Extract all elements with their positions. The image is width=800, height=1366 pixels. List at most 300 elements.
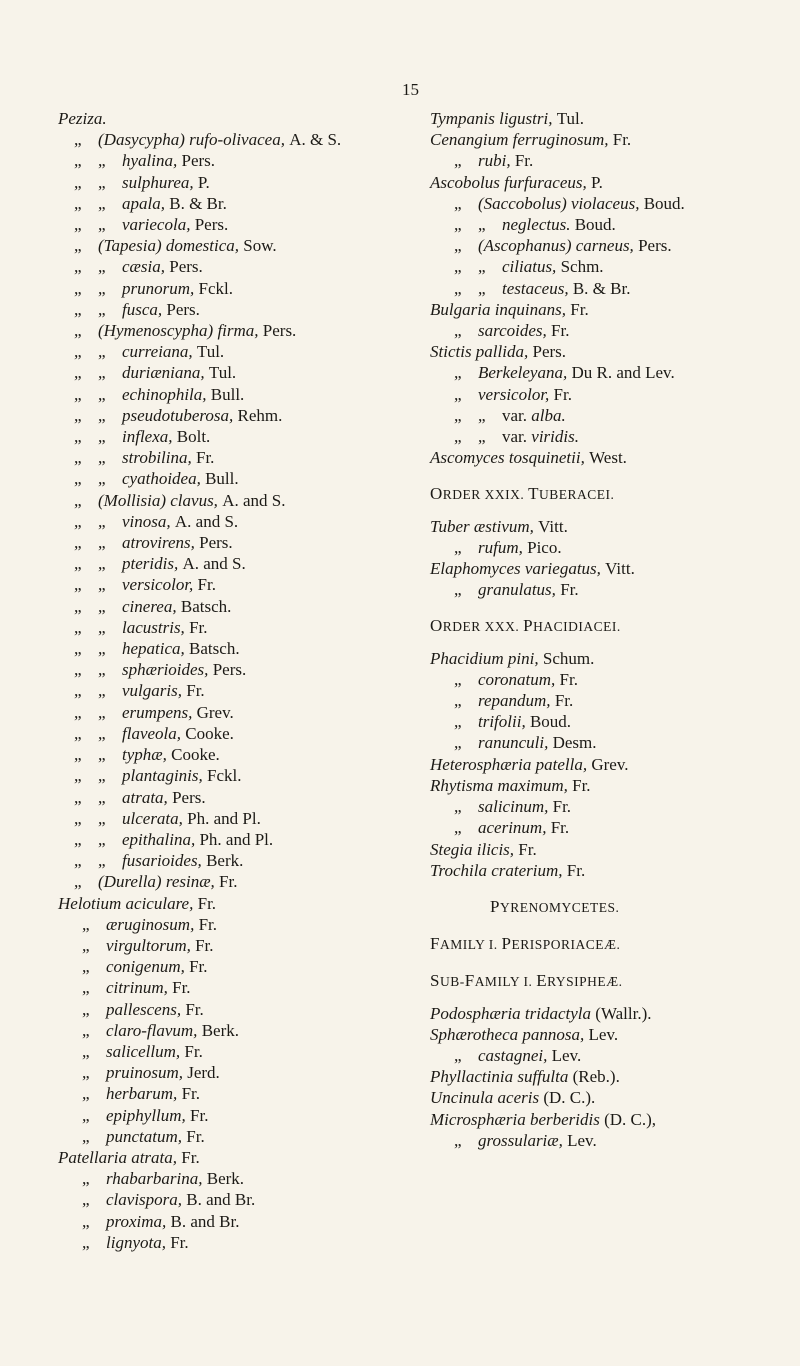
entry-line: [430, 1087, 790, 1108]
entry-line: [58, 956, 418, 977]
ditto-mark: „: [82, 1105, 90, 1125]
species-name: Phacidium pini,: [430, 648, 543, 668]
ditto-mark: „: [74, 723, 82, 743]
authority: Boud.: [643, 193, 685, 213]
authority: Du R. and Lev.: [571, 363, 675, 383]
species-name: pseudotuberosa,: [122, 405, 238, 425]
heading-text: RDER XXX.: [442, 619, 520, 635]
ditto-mark: „: [454, 1130, 462, 1150]
authority: A. and S.: [174, 511, 239, 531]
entry-line: [58, 150, 418, 171]
species-name: Cenangium ferruginosum,: [430, 130, 613, 150]
authority: Bull.: [205, 469, 239, 489]
entry-line: [430, 341, 790, 362]
species-name: castagnei,: [478, 1045, 552, 1065]
species-name: trifolii,: [478, 712, 530, 732]
ditto-mark: „: [82, 1126, 90, 1146]
species-name: cyathoidea,: [122, 469, 206, 489]
ditto-mark: „: [74, 215, 82, 235]
species-name: cæsia,: [122, 257, 170, 277]
entry-line: [430, 193, 790, 214]
ditto-mark: „: [98, 363, 106, 383]
entry-line: [430, 839, 790, 860]
variety-label: var.: [502, 427, 532, 447]
authority: Fr.: [184, 1041, 203, 1061]
species-name: Uncinula aceris: [430, 1088, 544, 1108]
authority: Boud.: [529, 712, 572, 732]
authority: Vitt.: [605, 559, 635, 579]
species-name: curreiana,: [122, 342, 197, 362]
authority: Fr.: [559, 669, 578, 689]
ditto-mark: „: [98, 639, 106, 659]
species-name: æruginosum,: [106, 914, 199, 934]
authority: Fr.: [197, 893, 217, 913]
entry-line: [430, 426, 790, 447]
species-name: strobilina,: [122, 448, 196, 468]
heading-text: YRENOMYCETES.: [499, 899, 620, 915]
entry-line: [58, 1232, 418, 1253]
entry-line: [58, 108, 418, 129]
authority: Fr.: [553, 384, 572, 404]
right-column: [430, 108, 790, 1151]
authority: Batsch.: [189, 639, 240, 659]
authority: (Reb.).: [572, 1067, 620, 1087]
ditto-mark: „: [454, 691, 462, 711]
authority: Fr.: [189, 617, 208, 637]
authority: A. and S.: [182, 554, 246, 574]
species-name: salicinum,: [478, 797, 553, 817]
authority: Desm.: [552, 733, 597, 753]
ditto-mark: „: [98, 172, 106, 192]
authority: Fr.: [219, 872, 238, 892]
entry-line: [58, 1020, 418, 1041]
ditto-mark: „: [98, 681, 106, 701]
entry-line: [58, 702, 418, 723]
ditto-mark: „: [98, 575, 106, 595]
species-name: ciliatus,: [502, 257, 561, 277]
authority: Grev.: [591, 754, 629, 774]
species-name: Stegia ilicis,: [430, 839, 519, 859]
authority: Lev.: [588, 1024, 619, 1044]
authority: Fr.: [514, 151, 534, 171]
heading-text: AMILY I.: [439, 937, 498, 953]
heading-text: RDER XXIX.: [442, 487, 525, 503]
authority: A. and S.: [222, 490, 286, 510]
subfamily-heading: [430, 970, 790, 992]
authority: Fr.: [197, 575, 216, 595]
heading-text: UBERACEI.: [539, 487, 615, 503]
ditto-mark: „: [478, 405, 486, 425]
entry-line: [58, 659, 418, 680]
authority: Fr.: [196, 448, 215, 468]
authority: (D. C.).: [543, 1088, 596, 1108]
authority: Pers.: [262, 321, 297, 341]
authority: Pers.: [212, 660, 247, 680]
ditto-mark: „: [82, 999, 90, 1019]
entry-line: [430, 235, 790, 256]
authority: Pers.: [166, 299, 200, 319]
species-name: cinerea,: [122, 596, 181, 616]
ditto-mark: „: [478, 427, 486, 447]
species-name: vinosa,: [122, 511, 175, 531]
heading-text: AMILY I.: [474, 974, 533, 990]
heading-text: ERISPORIACEÆ.: [511, 937, 621, 953]
species-name: sulphurea,: [122, 172, 198, 192]
order-heading-xxx: [430, 615, 790, 637]
species-name: atrovirens,: [122, 533, 200, 553]
authority: B. and Br.: [170, 1211, 240, 1231]
ditto-mark: „: [82, 978, 90, 998]
authority: Cooke.: [185, 723, 234, 743]
entry-line: [430, 817, 790, 838]
entry-line: [58, 384, 418, 405]
species-name: repandum,: [478, 691, 555, 711]
species-name: Ascobolus furfuraceus,: [430, 172, 592, 192]
authority: Pers.: [194, 215, 229, 235]
species-name: pruinosum,: [106, 1063, 188, 1083]
heading-text: P: [501, 934, 512, 954]
entry-line: [58, 787, 418, 808]
ditto-mark: „: [454, 669, 462, 689]
species-name: vulgaris,: [122, 681, 187, 701]
authority: Berk.: [206, 1169, 245, 1189]
species-name: fusca,: [122, 299, 167, 319]
ditto-mark: „: [98, 808, 106, 828]
species-name: flaveola,: [122, 723, 186, 743]
ditto-mark: „: [98, 851, 106, 871]
ditto-mark: „: [454, 537, 462, 557]
entry-line: [58, 553, 418, 574]
entry-line: [58, 511, 418, 532]
authority: Fr.: [572, 775, 591, 795]
authority: Fr.: [186, 1126, 205, 1146]
species-name: conigenum,: [106, 957, 190, 977]
heading-text: P: [490, 896, 500, 916]
authority: Fr.: [172, 978, 191, 998]
ditto-mark: „: [74, 363, 82, 383]
heading-text: F: [430, 934, 440, 954]
entry-line: [58, 426, 418, 447]
species-name: inflexa,: [122, 427, 177, 447]
entry-line: [58, 1083, 418, 1104]
authority: Fckl.: [198, 278, 233, 298]
ditto-mark: „: [74, 321, 82, 341]
authority: A. & S.: [289, 130, 342, 150]
entry-line: [58, 362, 418, 383]
species-name: domestica,: [165, 236, 244, 256]
entry-line: [58, 341, 418, 362]
ditto-mark: „: [82, 1232, 90, 1252]
species-name: Podosphæria tridactyla: [430, 1003, 596, 1023]
entry-line: [58, 765, 418, 786]
ditto-mark: „: [454, 193, 462, 213]
authority: Rehm.: [237, 405, 283, 425]
authority: Ph. and Pl.: [199, 829, 274, 849]
ditto-mark: „: [74, 617, 82, 637]
heading-text: RYSIPHEÆ.: [547, 974, 623, 990]
authority: Pers.: [181, 151, 216, 171]
entry-line: [430, 405, 790, 426]
ditto-mark: „: [98, 469, 106, 489]
entry-line: [58, 278, 418, 299]
species-name: rufo-olivacea,: [189, 130, 290, 150]
entry-line: [430, 299, 790, 320]
ditto-mark: „: [454, 1045, 462, 1065]
species-name: rhabarbarina,: [106, 1169, 207, 1189]
species-name: Microsphæria berberidis: [430, 1109, 605, 1129]
authority: Fr.: [560, 580, 579, 600]
authority: Vitt.: [538, 516, 568, 536]
authority: B. and Br.: [186, 1190, 256, 1210]
entry-line: [58, 299, 418, 320]
species-name: pteridis,: [122, 554, 183, 574]
entry-line: [430, 558, 790, 579]
ditto-mark: „: [82, 935, 90, 955]
species-name: plantaginis,: [122, 766, 208, 786]
authority: Fr.: [551, 321, 570, 341]
authority: Tul.: [556, 109, 584, 128]
species-name: neglectus.: [502, 215, 575, 235]
authority: Tul.: [208, 363, 237, 383]
ditto-mark: „: [454, 278, 462, 298]
subgenus-name: (Durella): [98, 872, 166, 892]
species-name: prunorum,: [122, 278, 199, 298]
species-name: clavus,: [170, 490, 223, 510]
entry-line: [430, 1024, 790, 1045]
ditto-mark: „: [74, 702, 82, 722]
authority: Fr.: [181, 1084, 200, 1104]
heading-text: P: [523, 616, 534, 636]
entry-line: [58, 744, 418, 765]
authority: Schm.: [560, 257, 604, 277]
ditto-mark: „: [454, 405, 462, 425]
ditto-mark: „: [74, 681, 82, 701]
authority: B. & Br.: [169, 193, 227, 213]
ditto-mark: „: [74, 533, 82, 553]
left-column: [58, 108, 418, 1253]
class-heading-pyrenomycetes: [430, 896, 790, 918]
ditto-mark: „: [454, 257, 462, 277]
ditto-mark: „: [82, 1020, 90, 1040]
ditto-mark: „: [74, 448, 82, 468]
ditto-mark: „: [98, 427, 106, 447]
species-name: versicolor,: [478, 384, 554, 404]
entry-line: [58, 935, 418, 956]
species-name: rubi,: [478, 151, 515, 171]
authority: Fr.: [554, 691, 574, 711]
species-name: Phyllactinia suffulta: [430, 1067, 573, 1087]
entry-line: [430, 860, 790, 881]
ditto-mark: „: [74, 384, 82, 404]
authority: Lev.: [551, 1045, 582, 1065]
entry-line: [58, 723, 418, 744]
entry-line: [430, 172, 790, 193]
ditto-mark: „: [454, 712, 462, 732]
entry-line: [58, 1189, 418, 1210]
entry-line: [430, 150, 790, 171]
ditto-mark: „: [82, 914, 90, 934]
entry-line: [58, 999, 418, 1020]
entry-line: [58, 596, 418, 617]
species-name: Rhytisma maximum,: [430, 775, 573, 795]
authority: Pico.: [527, 537, 562, 557]
authority: Berk.: [201, 1020, 239, 1040]
ditto-mark: „: [74, 490, 82, 510]
entry-line: [58, 172, 418, 193]
subgenus-name: (Hymenoscypha): [98, 321, 218, 341]
entry-line: [58, 468, 418, 489]
ditto-mark: „: [98, 405, 106, 425]
entry-line: [430, 278, 790, 299]
authority: Fr.: [185, 999, 204, 1019]
ditto-mark: „: [98, 660, 106, 680]
ditto-mark: „: [454, 818, 462, 838]
authority: Fr.: [186, 681, 205, 701]
ditto-mark: „: [454, 321, 462, 341]
entry-line: [58, 1126, 418, 1147]
variety-name: alba.: [531, 405, 566, 425]
entry-line: [430, 537, 790, 558]
entry-line: [58, 214, 418, 235]
ditto-mark: „: [74, 172, 82, 192]
ditto-mark: „: [74, 130, 82, 150]
ditto-mark: „: [98, 829, 106, 849]
species-name: epiphyllum,: [106, 1105, 191, 1125]
authority: West.: [589, 448, 627, 468]
ditto-mark: „: [454, 236, 462, 256]
ditto-mark: „: [74, 405, 82, 425]
authority: Cooke.: [171, 745, 220, 765]
species-name: Sphærotheca pannosa,: [430, 1024, 589, 1044]
species-name: Elaphomyces variegatus,: [430, 559, 606, 579]
authority: Fr.: [550, 818, 570, 838]
authority: P.: [591, 172, 603, 192]
entry-line: [430, 796, 790, 817]
entry-line: [58, 1105, 418, 1126]
authority: Batsch.: [180, 596, 232, 616]
authority: Fr.: [570, 299, 589, 319]
ditto-mark: „: [98, 215, 106, 235]
ditto-mark: „: [454, 363, 462, 383]
variety-name: viridis.: [531, 427, 579, 447]
ditto-mark: „: [454, 384, 462, 404]
entry-line: [58, 193, 418, 214]
ditto-mark: „: [454, 215, 462, 235]
authority: Fr.: [181, 1147, 200, 1167]
species-name: atrata,: [131, 1147, 182, 1167]
entry-line: [58, 532, 418, 553]
order-heading-xxix: [430, 483, 790, 505]
ditto-mark: „: [82, 1063, 90, 1083]
species-name: rufum,: [478, 537, 528, 557]
ditto-mark: „: [98, 448, 106, 468]
species-name: resinæ,: [165, 872, 220, 892]
ditto-mark: „: [98, 384, 106, 404]
authority: Ph. and Pl.: [187, 808, 261, 828]
entry-line: [58, 638, 418, 659]
authority: P.: [197, 172, 210, 192]
ditto-mark: „: [454, 427, 462, 447]
heading-text: F: [464, 971, 475, 991]
ditto-mark: „: [74, 257, 82, 277]
subgenus-name: (Saccobolus): [478, 193, 572, 213]
species-name: herbarum,: [106, 1084, 182, 1104]
entry-line: [58, 808, 418, 829]
species-name: violaceus,: [571, 193, 644, 213]
ditto-mark: „: [98, 745, 106, 765]
species-name: granulatus,: [478, 580, 561, 600]
heading-text: UB-: [439, 974, 465, 990]
ditto-mark: „: [74, 596, 82, 616]
species-name: fusarioides,: [122, 851, 207, 871]
entry-line: [58, 1168, 418, 1189]
authority: Fr.: [170, 1232, 189, 1252]
ditto-mark: „: [74, 745, 82, 765]
variety-label: var.: [502, 405, 532, 425]
ditto-mark: „: [74, 299, 82, 319]
entry-line: [58, 320, 418, 341]
ditto-mark: „: [98, 278, 106, 298]
ditto-mark: „: [82, 1211, 90, 1231]
authority: Fr.: [198, 914, 218, 934]
species-name: firma,: [217, 321, 263, 341]
ditto-mark: „: [478, 215, 486, 235]
species-name: claro-flavum,: [106, 1020, 202, 1040]
species-name: ranunculi,: [478, 733, 553, 753]
ditto-mark: „: [454, 580, 462, 600]
authority: (Wallr.).: [595, 1003, 652, 1023]
ditto-mark: „: [478, 257, 486, 277]
ditto-mark: „: [454, 151, 462, 171]
entry-line: [430, 690, 790, 711]
species-name: atrata,: [122, 787, 173, 807]
ditto-mark: „: [98, 511, 106, 531]
entry-line: [430, 754, 790, 775]
subgenus-name: (Dasycypha): [98, 130, 190, 150]
subgenus-name: (Tapesia): [98, 236, 166, 256]
authority: Fr.: [552, 797, 572, 817]
species-name: clavispora,: [106, 1190, 187, 1210]
entry-line: [58, 490, 418, 511]
species-name: Bulgaria inquinans,: [430, 299, 571, 319]
entry-line: [58, 129, 418, 150]
authority: Grev.: [196, 702, 234, 722]
page-number: 15: [402, 80, 419, 99]
entry-line: [58, 829, 418, 850]
entry-line: [430, 775, 790, 796]
ditto-mark: „: [74, 193, 82, 213]
species-name: hyalina,: [122, 151, 182, 171]
species-name: Tuber æstivum,: [430, 516, 539, 536]
authority: Pers.: [172, 787, 206, 807]
species-name: proxima,: [106, 1211, 171, 1231]
ditto-mark: „: [82, 1169, 90, 1189]
entry-line: [430, 256, 790, 277]
genus-name: Patellaria: [58, 1147, 132, 1167]
ditto-mark: „: [82, 1190, 90, 1210]
species-name: sarcoides,: [478, 321, 552, 341]
species-name: lignyota,: [106, 1232, 171, 1252]
ditto-mark: „: [74, 236, 82, 256]
entry-line: [430, 711, 790, 732]
species-name: acerinum,: [478, 818, 551, 838]
entry-line: [430, 669, 790, 690]
entry-line: [58, 893, 418, 914]
species-name: punctatum,: [106, 1126, 187, 1146]
species-name: aciculare,: [125, 893, 198, 913]
ditto-mark: „: [74, 787, 82, 807]
authority: (D. C.),: [604, 1109, 657, 1129]
